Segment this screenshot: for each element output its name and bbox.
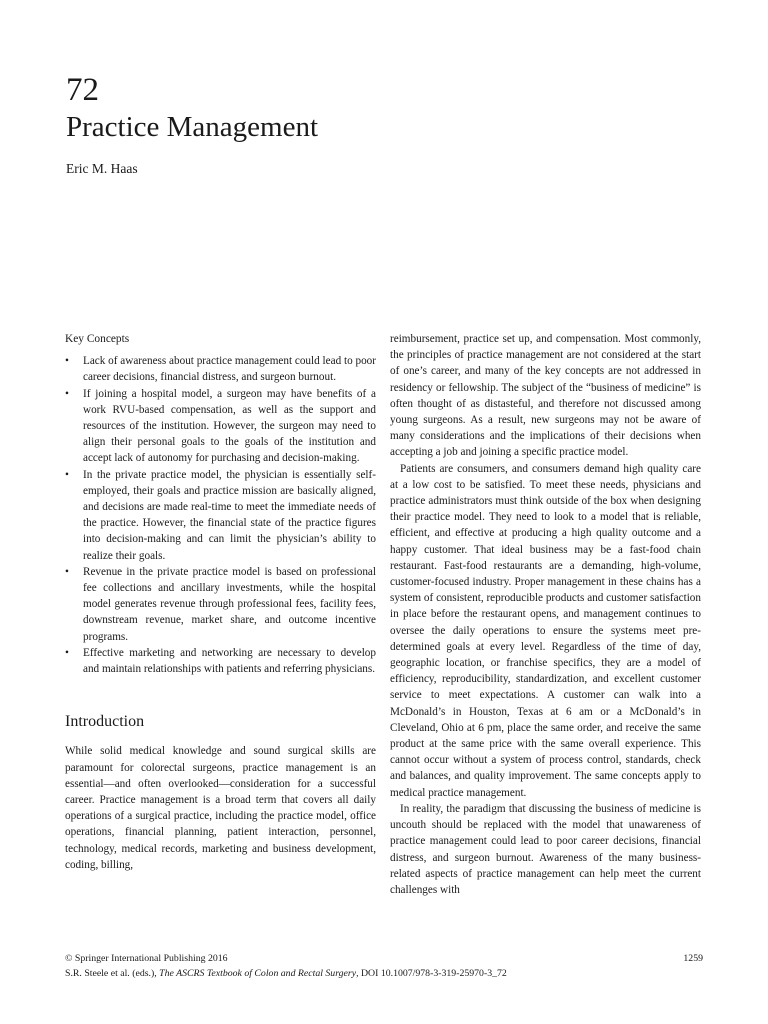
introduction-paragraph: While solid medical knowledge and sound surgical skills are paramount for colorectal surgeons, practice management is an essential—and often overlooked—consideration for a successful career. Practice management is a broad term that covers all daily operations of a surgical practice, including the practice model, office operations, financial planning, patient interaction, personnel, technology, medical records, marketing and business development, coding, billing,	[65, 745, 376, 871]
body-paragraph: reimbursement, practice set up, and compensation. Most commonly, the principles of practice management are not considered at the start of one’s career, and many of the key concepts are not addressed in residency or fellowship. The subject of the “business of medicine” is often thought of as distasteful, and therefore not discussed among young surgeons. As a result, new surgeons may not be aware of many considerations and the implications of their decisions when accepting a job and joining a specific practice model.	[390, 333, 701, 459]
key-concept-item: • Lack of awareness about practice management could lead to poor career decisions, financial distress, and surgeon burnout.	[65, 353, 376, 385]
key-concept-item: • If joining a hospital model, a surgeon may have benefits of a work RVU-based compensation, as well as the support and resources of the institution. However, the surgeon may need to align their personal goals to the goals of the institution and accept lack of autonomy for purchasing and decision-making.	[65, 386, 376, 467]
right-column	[390, 331, 701, 898]
citation-book-title: The ASCRS Textbook of Colon and Rectal Surgery	[159, 967, 357, 979]
key-concept-item: • Revenue in the private practice model is based on professional fee collections and ancillary investments, while the hospital model generates revenue through professional fees, facility fees, downstream revenue, market share, and outcome incentive programs.	[65, 564, 376, 645]
page-number: 1259	[683, 953, 703, 964]
key-concepts-heading: Key Concepts	[65, 333, 130, 345]
body-paragraph: In reality, the paradigm that discussing the business of medicine is uncouth should be replaced with the model that unawareness of practice management could lead to poor career decisions, financial distress, and surgeon burnout. Awareness of the many business-related aspects of practice management can help meet the current challenges with	[390, 802, 701, 896]
key-concept-item: • Effective marketing and networking are necessary to develop and maintain relationships with patients and referring physicians.	[65, 645, 376, 677]
introduction-heading: Introduction	[65, 713, 145, 731]
key-concept-item: • In the private practice model, the physician is essentially self-employed, their goals and practice mission are basically aligned, and decisions are made real-time to meet the immediate needs of the practice. However, the financial state of the practice figures into decision-making and can limit the physician’s ability to realize their goals.	[65, 467, 376, 564]
left-column	[65, 331, 376, 873]
chapter-title: Practice Management	[66, 111, 319, 143]
chapter-number: 72	[66, 72, 99, 108]
key-concepts-list	[65, 353, 376, 677]
page-footer	[65, 952, 703, 981]
citation-line	[65, 967, 703, 982]
citation-prefix: S.R. Steele et al. (eds.),	[65, 967, 160, 979]
body-paragraph: Patients are consumers, and consumers demand high quality care at a low cost to be satisfied. To meet these needs, physicians and practice administrators must think outside of the box when designing their practice model. They need to look to a model that is reliable, efficient, and effective at producing a high quality outcome and a happy customer. That ideal business may be a fast-food chain restaurant. Fast-food restaurants are a demanding, high-volume, customer-focused industry. Proper management in these chains has a system of consistent, reproducible products and customer satisfaction in place before the restaurant opens, and management continues to oversee the daily operations to ensure the systems meet pre-determined goals at every level. Regardless of the time of day, geographic location, or franchise specifics, they are a model of efficiency, reproducibility, standardization, and excellent customer service to meet expectations. A customer can walk into a McDonald’s in Houston, Texas at 6 am or a McDonald’s in Cleveland, Ohio at 6 pm, place the same order, and receive the same product at the same price with the same overall experience. This cannot occur without a system of process control, standards, check and balances, and quality improvement. The same concepts apply to medical practice management.	[390, 462, 701, 799]
copyright-notice: © Springer International Publishing 2016	[65, 953, 228, 964]
chapter-author: Eric M. Haas	[66, 161, 138, 176]
citation-doi: , DOI 10.1007/978-3-319-25970-3_72	[356, 967, 507, 979]
